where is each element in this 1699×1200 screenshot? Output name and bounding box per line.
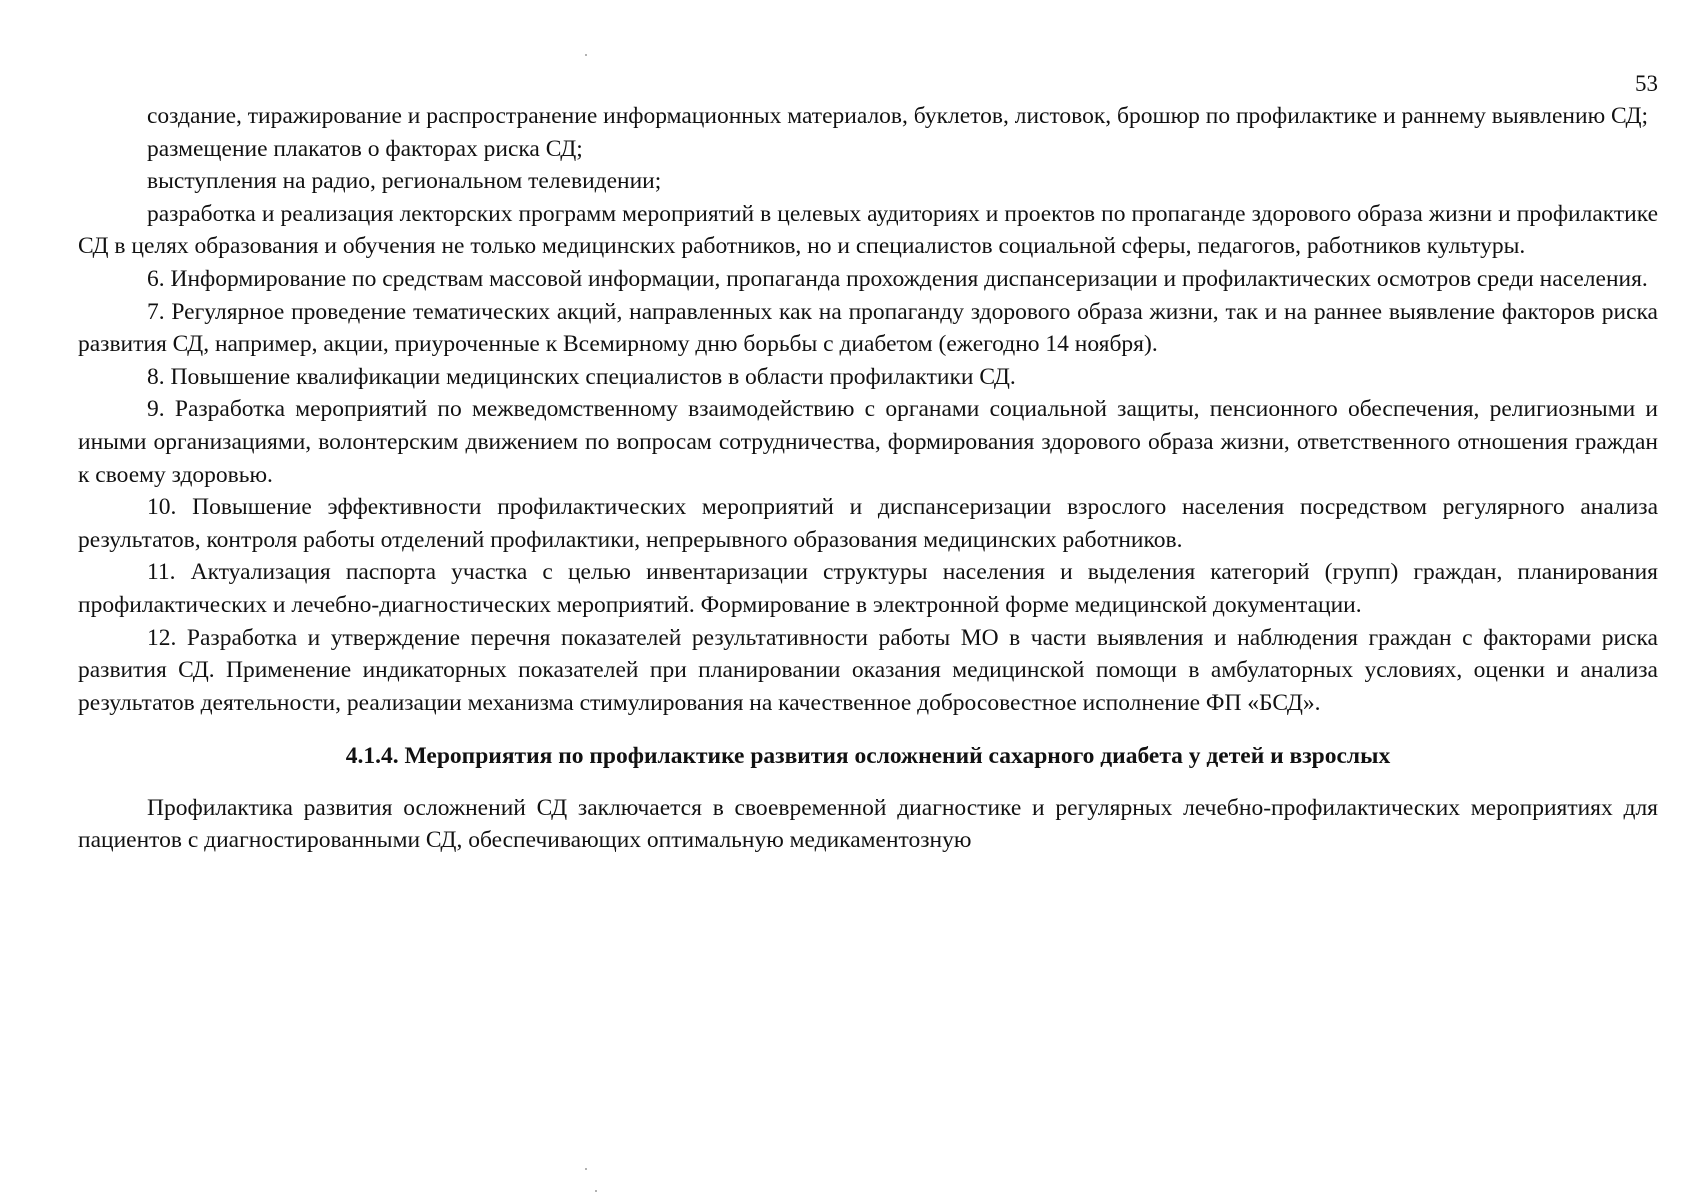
paragraph: 12. Разработка и утверждение перечня показателей результативности работы МО в части выявления и наблюдения граждан с факторами риска развития СД. Применение индикаторных показателей при планировании оказания медицинской помощи в амбулаторных условиях, оценки и анализа результатов деятельности, реализации механизма стимулирования на качественное добросовестное исполнение ФП «БСД». [78,624,1658,716]
section-heading: 4.1.4. Мероприятия по профилактике развития осложнений сахарного диабета у детей и взрослых [345,743,1391,770]
body-text [78,100,1658,857]
paragraph: 10. Повышение эффективности профилактических мероприятий и диспансеризации взрослого населения посредством регулярного анализа результатов, контроля работы отделений профилактики, непрерывного образования медицинских работников. [78,494,1658,553]
paragraph: 9. Разработка мероприятий по межведомственному взаимодействию с органами социальной защиты, пенсионного обеспечения, религиозными и иными организациями, волонтерским движением по вопросам сотрудничества, формирования здорового образа жизни, ответственного отношения граждан к своему здоровью. [78,396,1658,488]
scan-speck [585,1168,587,1170]
paragraph: создание, тиражирование и распространение информационных материалов, буклетов, листовок, брошюр по профилактике и раннему выявлению СД; [147,103,1649,129]
paragraph: выступления на радио, региональном телевидении; [147,168,662,195]
paragraph: 7. Регулярное проведение тематических акций, направленных как на пропаганду здорового образа жизни, так и на раннее выявление факторов риска развития СД, например, акции, приуроченные к Всемирному дню борьбы с диабетом (ежегодно 14 ноября). [78,298,1658,358]
paragraph: разработка и реализация лекторских программ мероприятий в целевых аудиториях и проектов по пропаганде здорового образа жизни и профилактике СД в целях образования и обучения не только медицинских работников, но и специалистов социальной сферы, педагогов, работников культуры. [78,200,1658,260]
paragraph: Профилактика развития осложнений СД заключается в своевременной диагностике и регулярных лечебно-профилактических мероприятиях для пациентов с диагностированными СД, обеспечивающих оптимальную медикаментозную [78,794,1658,854]
scan-speck [595,1190,597,1192]
paragraph: 8. Повышение квалификации медицинских специалистов в области профилактики СД. [147,363,1016,390]
paragraph: 11. Актуализация паспорта участка с целью инвентаризации структуры населения и выделения категорий (групп) граждан, планирования профилактических и лечебно-диагностических мероприятий. Формирование в электронной форме медицинской документации. [78,559,1658,618]
scan-speck [585,54,587,56]
paragraph: размещение плакатов о факторах риска СД; [147,135,583,162]
page-number: 53 [1635,71,1658,96]
paragraph: 6. Информирование по средствам массовой информации, пропаганда прохождения диспансеризации и профилактических осмотров среди населения. [147,265,1648,292]
